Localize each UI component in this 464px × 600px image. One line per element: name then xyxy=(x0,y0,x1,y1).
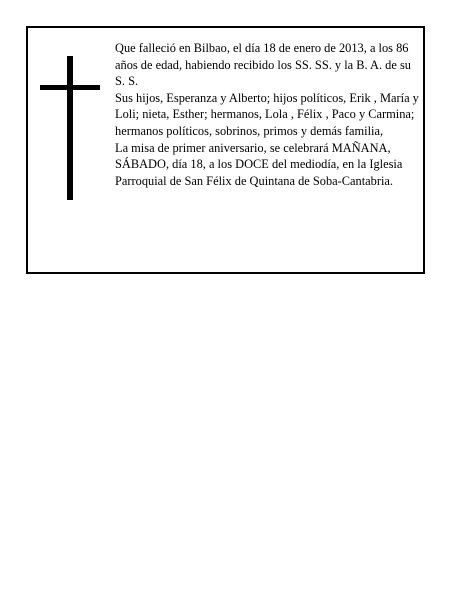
family-paragraph: Sus hijos, Esperanza y Alberto; hijos políticos, Erik , María y Loli; nieta, Esther; hermanos, Lola , Félix , Paco y Carmina; hermanos políticos, sobrinos, primos y demás familia, xyxy=(115,90,419,138)
mass-announcement-paragraph: La misa de primer aniversario, se celebrará MAÑANA, SÁBADO, día 18, a los DOCE del mediodía, en la Iglesia Parroquial de San Félix de Quintana de Soba-Cantabria. xyxy=(115,140,403,188)
death-announcement-paragraph: Que falleció en Bilbao, el día 18 de enero de 2013, a los 86 años de edad, habiendo recibido los SS. SS. y la B. A. de su S. S. xyxy=(115,41,411,89)
cross-vertical-bar xyxy=(67,56,73,200)
obituary-text xyxy=(115,40,423,189)
obituary-notice xyxy=(26,26,425,274)
latin-cross-icon xyxy=(40,56,100,200)
cross-horizontal-bar xyxy=(40,85,100,90)
